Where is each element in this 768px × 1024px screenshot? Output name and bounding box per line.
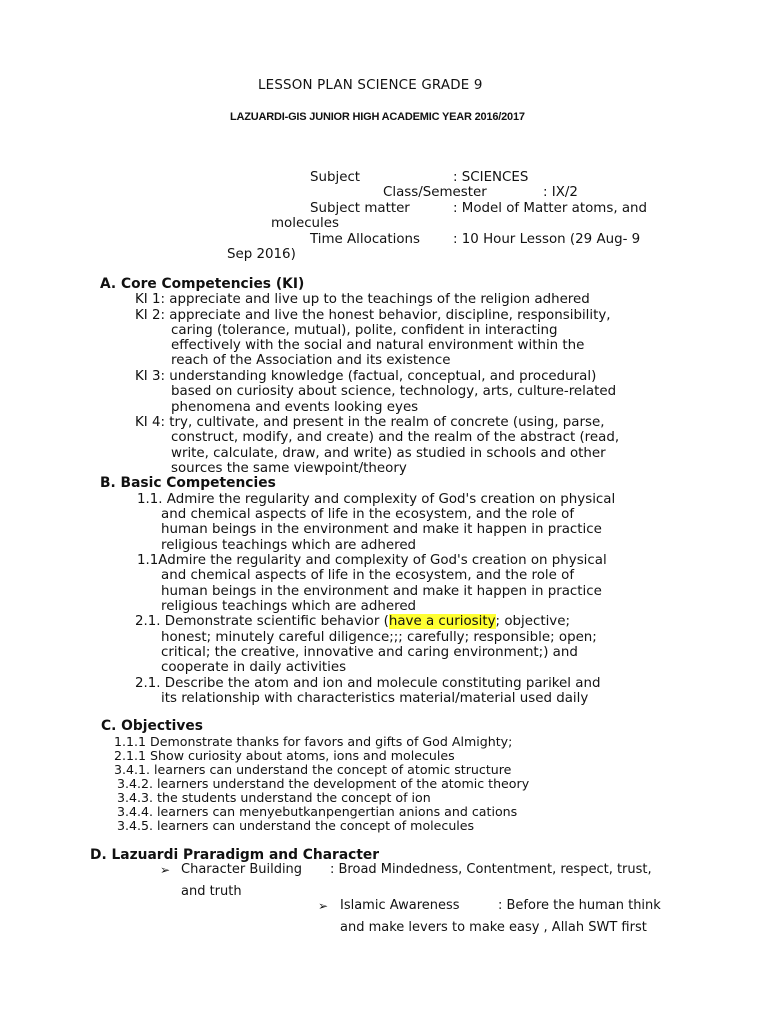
- bc-line: its relationship with characteristics material/material used daily: [161, 691, 589, 706]
- character-building-label: Character Building: [181, 862, 303, 877]
- bc-line: 1.1Admire the regularity and complexity of God's creation on physical: [137, 553, 607, 568]
- bc-line: cooperate in daily activities: [161, 660, 347, 675]
- ki-line: caring (tolerance, mutual), polite, confident in interacting: [171, 323, 558, 338]
- bc-line: human beings in the environment and make it happen in practice: [161, 522, 602, 537]
- matter-label: Subject matter: [310, 201, 410, 216]
- objective-item: 1.1.1 Demonstrate thanks for favors and gifts of God Almighty;: [114, 734, 513, 749]
- objective-item: 3.4.4. learners can menyebutkanpengertian anions and cations: [117, 804, 518, 819]
- bc-line: critical; the creative, innovative and caring environment;) and: [161, 645, 578, 660]
- ki-line: sources the same viewpoint/theory: [171, 461, 407, 476]
- ki-line: phenomena and events looking eyes: [171, 400, 419, 415]
- objective-item: 2.1.1 Show curiosity about atoms, ions and molecules: [114, 748, 455, 763]
- section-b-heading: B. Basic Competencies: [100, 475, 276, 491]
- ki-line: KI 1: appreciate and live up to the teachings of the religion adhered: [135, 292, 590, 307]
- subject-value: : SCIENCES: [453, 170, 529, 185]
- document-subtitle: LAZUARDI-GIS JUNIOR HIGH ACADEMIC YEAR 2016/2017: [230, 111, 525, 123]
- islamic-awareness-continuation: and make levers to make easy , Allah SWT first: [340, 920, 647, 935]
- ki-line: KI 4: try, cultivate, and present in the realm of concrete (using, parse,: [135, 415, 605, 430]
- time-continuation: Sep 2016): [227, 247, 296, 262]
- bc-line: and chemical aspects of life in the ecosystem, and the role of: [161, 568, 575, 583]
- bc-line: 2.1. Describe the atom and ion and molecule constituting parikel and: [135, 676, 601, 691]
- ki-line: construct, modify, and create) and the realm of the abstract (read,: [171, 430, 620, 445]
- matter-value: : Model of Matter atoms, and: [453, 201, 648, 216]
- time-value: : 10 Hour Lesson (29 Aug- 9: [453, 232, 641, 247]
- islamic-awareness-value: : Before the human think: [498, 898, 661, 913]
- ki-line: KI 3: understanding knowledge (factual, conceptual, and procedural): [135, 369, 597, 384]
- bc-line: religious teachings which are adhered: [161, 599, 417, 614]
- ki-line: based on curiosity about science, technology, arts, culture-related: [171, 384, 617, 399]
- ki-line: write, calculate, draw, and write) as studied in schools and other: [171, 446, 606, 461]
- bc-line: religious teachings which are adhered: [161, 538, 417, 553]
- ki-line: reach of the Association and its existence: [171, 353, 451, 368]
- bc-text: 2.1. Demonstrate scientific behavior (: [135, 614, 389, 629]
- bc-line: and chemical aspects of life in the ecosystem, and the role of: [161, 507, 575, 522]
- arrow-bullet-icon: ➢: [318, 899, 329, 913]
- ki-line: effectively with the social and natural environment within the: [171, 338, 585, 353]
- highlighted-text: have a curiosity: [388, 614, 496, 629]
- class-label: Class/Semester: [383, 185, 487, 200]
- matter-continuation: molecules: [271, 216, 339, 231]
- time-label: Time Allocations: [310, 232, 421, 247]
- section-a-heading: A. Core Competencies (KI): [100, 276, 305, 292]
- bc-line: honest; minutely careful diligence;;; carefully; responsible; open;: [161, 630, 597, 645]
- ki-line: KI 2: appreciate and live the honest behavior, discipline, responsibility,: [135, 308, 611, 323]
- character-building-value: : Broad Mindedness, Contentment, respect, trust,: [330, 862, 652, 877]
- bc-line: human beings in the environment and make it happen in practice: [161, 584, 602, 599]
- islamic-awareness-label: Islamic Awareness: [340, 898, 460, 913]
- character-building-continuation: and truth: [181, 884, 242, 899]
- arrow-bullet-icon: ➢: [160, 863, 171, 877]
- section-c-heading: C. Objectives: [101, 718, 203, 734]
- bc-line: 1.1. Admire the regularity and complexity of God's creation on physical: [137, 492, 616, 507]
- section-d-heading: D. Lazuardi Praradigm and Character: [90, 847, 380, 863]
- objective-item: 3.4.2. learners understand the development of the atomic theory: [117, 776, 530, 791]
- objective-item: 3.4.3. the students understand the concept of ion: [117, 790, 431, 805]
- document-title: LESSON PLAN SCIENCE GRADE 9: [258, 78, 483, 93]
- bc-text: ; objective;: [495, 614, 570, 629]
- objective-item: 3.4.1. learners can understand the concept of atomic structure: [114, 762, 512, 777]
- subject-label: Subject: [310, 170, 361, 185]
- bc-line-highlighted: [135, 614, 570, 629]
- objective-item: 3.4.5. learners can understand the concept of molecules: [117, 818, 475, 833]
- class-value: : IX/2: [543, 185, 578, 200]
